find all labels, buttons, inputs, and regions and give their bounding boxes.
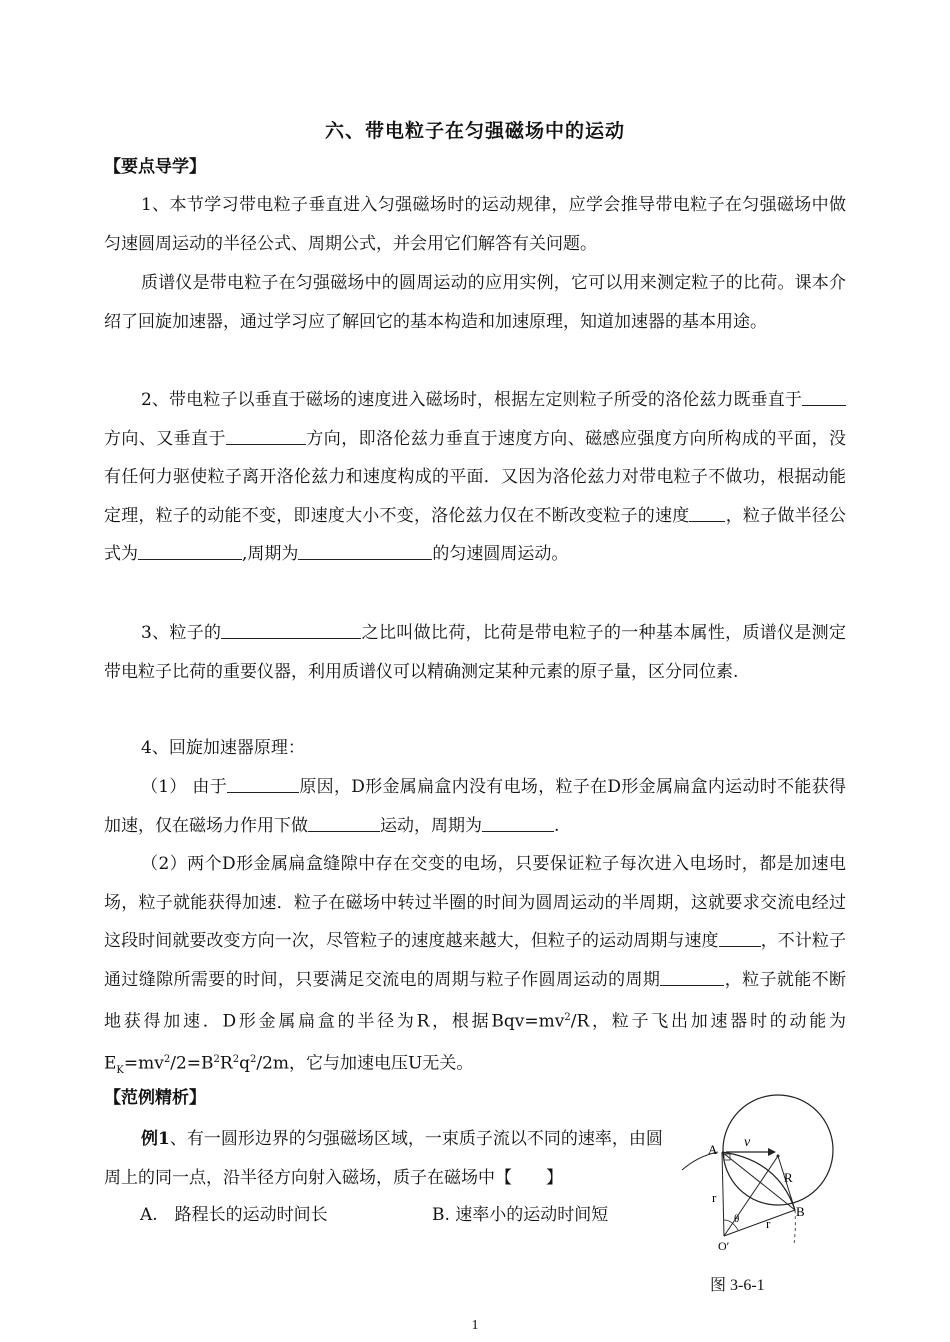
superscript: 2	[249, 1054, 257, 1066]
p6-text-2: ，不计粒子通过缝隙所需要的时间，只要满足交流电的周期与粒子作圆周运动的周期	[104, 931, 847, 990]
p5-text-1: （1） 由于	[141, 777, 228, 797]
p2-text-3: 方向，即洛伦兹力垂直于速度方向、磁感应强度方向所构成的平面，没有任何力驱使粒子离开洛伦兹力和速度构成的平面．又因为洛伦兹力对带电粒子不做功，根据动能定理，粒子的动能不变，即速度大小不变，洛伦兹力仅在不断改变粒子的速度	[104, 428, 847, 526]
p2-text-4: ，粒子做半径公式为	[104, 505, 847, 564]
fill-blank[interactable]	[221, 622, 361, 639]
p6-text-8: q	[239, 1053, 250, 1074]
paragraph-4: 4、回旋加速器原理：	[141, 738, 305, 758]
figure-magnetic-field-diagram	[678, 1090, 838, 1260]
p3-text-1: 3、粒子的	[141, 623, 222, 643]
superscript: 2	[213, 1054, 220, 1066]
option-b: B. 速率小的运动时间短	[432, 1205, 609, 1225]
p5-text-3: 运动，周期为	[380, 815, 482, 836]
label-r-bottom: r	[766, 1216, 771, 1231]
p6-text-6: /2=B	[170, 1053, 214, 1074]
paragraph-2	[104, 381, 846, 574]
fill-blank[interactable]	[719, 930, 761, 947]
fill-blank[interactable]	[802, 389, 846, 406]
fill-blank[interactable]	[138, 543, 242, 560]
p6-text-1: （2）两个D形金属扁盒缝隙中存在交变的电场，只要保证粒子每次进入电场时，都是加速电场，粒子就能获得加速．粒子在磁场中转过半圈的时间为圆周运动的半周期，这就要求交流电经过这段时间就要改变方向一次，尽管粒子的速度越来越大，但粒子的运动周期与速度	[104, 854, 846, 951]
fill-blank[interactable]	[308, 815, 380, 832]
fill-blank[interactable]	[298, 543, 432, 560]
arrow-head-icon	[768, 1148, 776, 1156]
label-a: A	[708, 1142, 718, 1157]
superscript: 2	[232, 1054, 240, 1066]
page-title: 六、带电粒子在匀强磁场中的运动	[324, 120, 625, 142]
label-r-big: R	[784, 1170, 793, 1185]
superscript: 2	[163, 1054, 171, 1066]
p6-text-9: /2m，它与加速电压U无关。	[256, 1053, 474, 1074]
fill-blank[interactable]	[660, 969, 724, 986]
label-o: O′	[718, 1239, 730, 1253]
superscript: 2	[564, 1012, 571, 1023]
paragraph-1a: 1、本节学习带电粒子垂直进入匀强磁场时的运动规律，应学会推导带电粒子在匀强磁场中做匀速圆周运动的半径公式、周期公式，并会用它们解答有关问题。	[104, 195, 846, 254]
p3-text-2: 之比叫做比荷，比荷是带电粒子的一种基本属性，质谱仪是测定带电粒子比荷的重要仪器，利用质谱仪可以精确测定某种元素的原子量，区分同位素.	[104, 623, 846, 682]
subscript: K	[116, 1065, 124, 1077]
section-heading-guide: 【要点导学】	[104, 157, 206, 177]
paragraph-5	[104, 768, 846, 845]
label-r-left: r	[712, 1190, 717, 1205]
fill-blank[interactable]	[226, 428, 306, 445]
fill-blank[interactable]	[689, 505, 725, 522]
p6-text-5: =mv	[123, 1053, 164, 1074]
page-number: 1	[471, 1318, 479, 1333]
fill-blank[interactable]	[227, 776, 299, 793]
p6-text-7: R	[219, 1053, 233, 1074]
p2-text-1: 2、带电粒子以垂直于磁场的速度进入磁场时，根据左定则粒子所受的洛伦兹力既垂直于	[141, 390, 802, 410]
figure-caption: 图 3-6-1	[710, 1277, 765, 1294]
example-1	[104, 1120, 664, 1197]
label-b: B	[796, 1204, 805, 1219]
label-theta: θ	[734, 1213, 740, 1225]
p2-text-6: 的匀速圆周运动。	[432, 544, 569, 564]
p5-text-4: .	[554, 815, 560, 836]
p5-text-2: 原因，D形金属扁盒内没有电场，粒子在D形金属扁盒内运动时不能获得加速，仅在磁场力作用下做	[104, 777, 846, 836]
section-heading-examples: 【范例精析】	[104, 1088, 206, 1108]
radius-line	[722, 1152, 724, 1236]
p2-text-5: ,周期为	[242, 544, 299, 564]
paragraph-3	[104, 614, 846, 691]
example-label: 例1	[141, 1129, 170, 1149]
p6-text-4: /R，粒子飞出加速器时的动能为E	[104, 1011, 846, 1074]
p6-text-3: ，粒子就能不断地获得加速．D形金属扁盒的半径为R，根据Bqv=mv	[104, 969, 847, 1032]
example-text: 、有一圆形边界的匀强磁场区域，一束质子流以不同的速率，由圆周上的同一点，沿半径方向射入磁场，质子在磁场中【 】	[104, 1129, 663, 1188]
field-boundary-circle	[723, 1095, 833, 1205]
paragraph-6	[104, 845, 846, 1091]
label-v: v	[744, 1135, 751, 1150]
p2-text-2: 方向、又垂直于	[104, 428, 226, 449]
option-a: A. 路程长的运动时间长	[140, 1205, 328, 1225]
paragraph-1b: 质谱仪是带电粒子在匀强磁场中的圆周运动的应用实例，它可以用来测定粒子的比荷。课本介绍了回旋加速器，通过学习应了解回它的基本构造和加速原理，知道加速器的基本用途。	[104, 273, 846, 332]
center-dot	[777, 1155, 780, 1158]
fill-blank[interactable]	[482, 815, 554, 832]
